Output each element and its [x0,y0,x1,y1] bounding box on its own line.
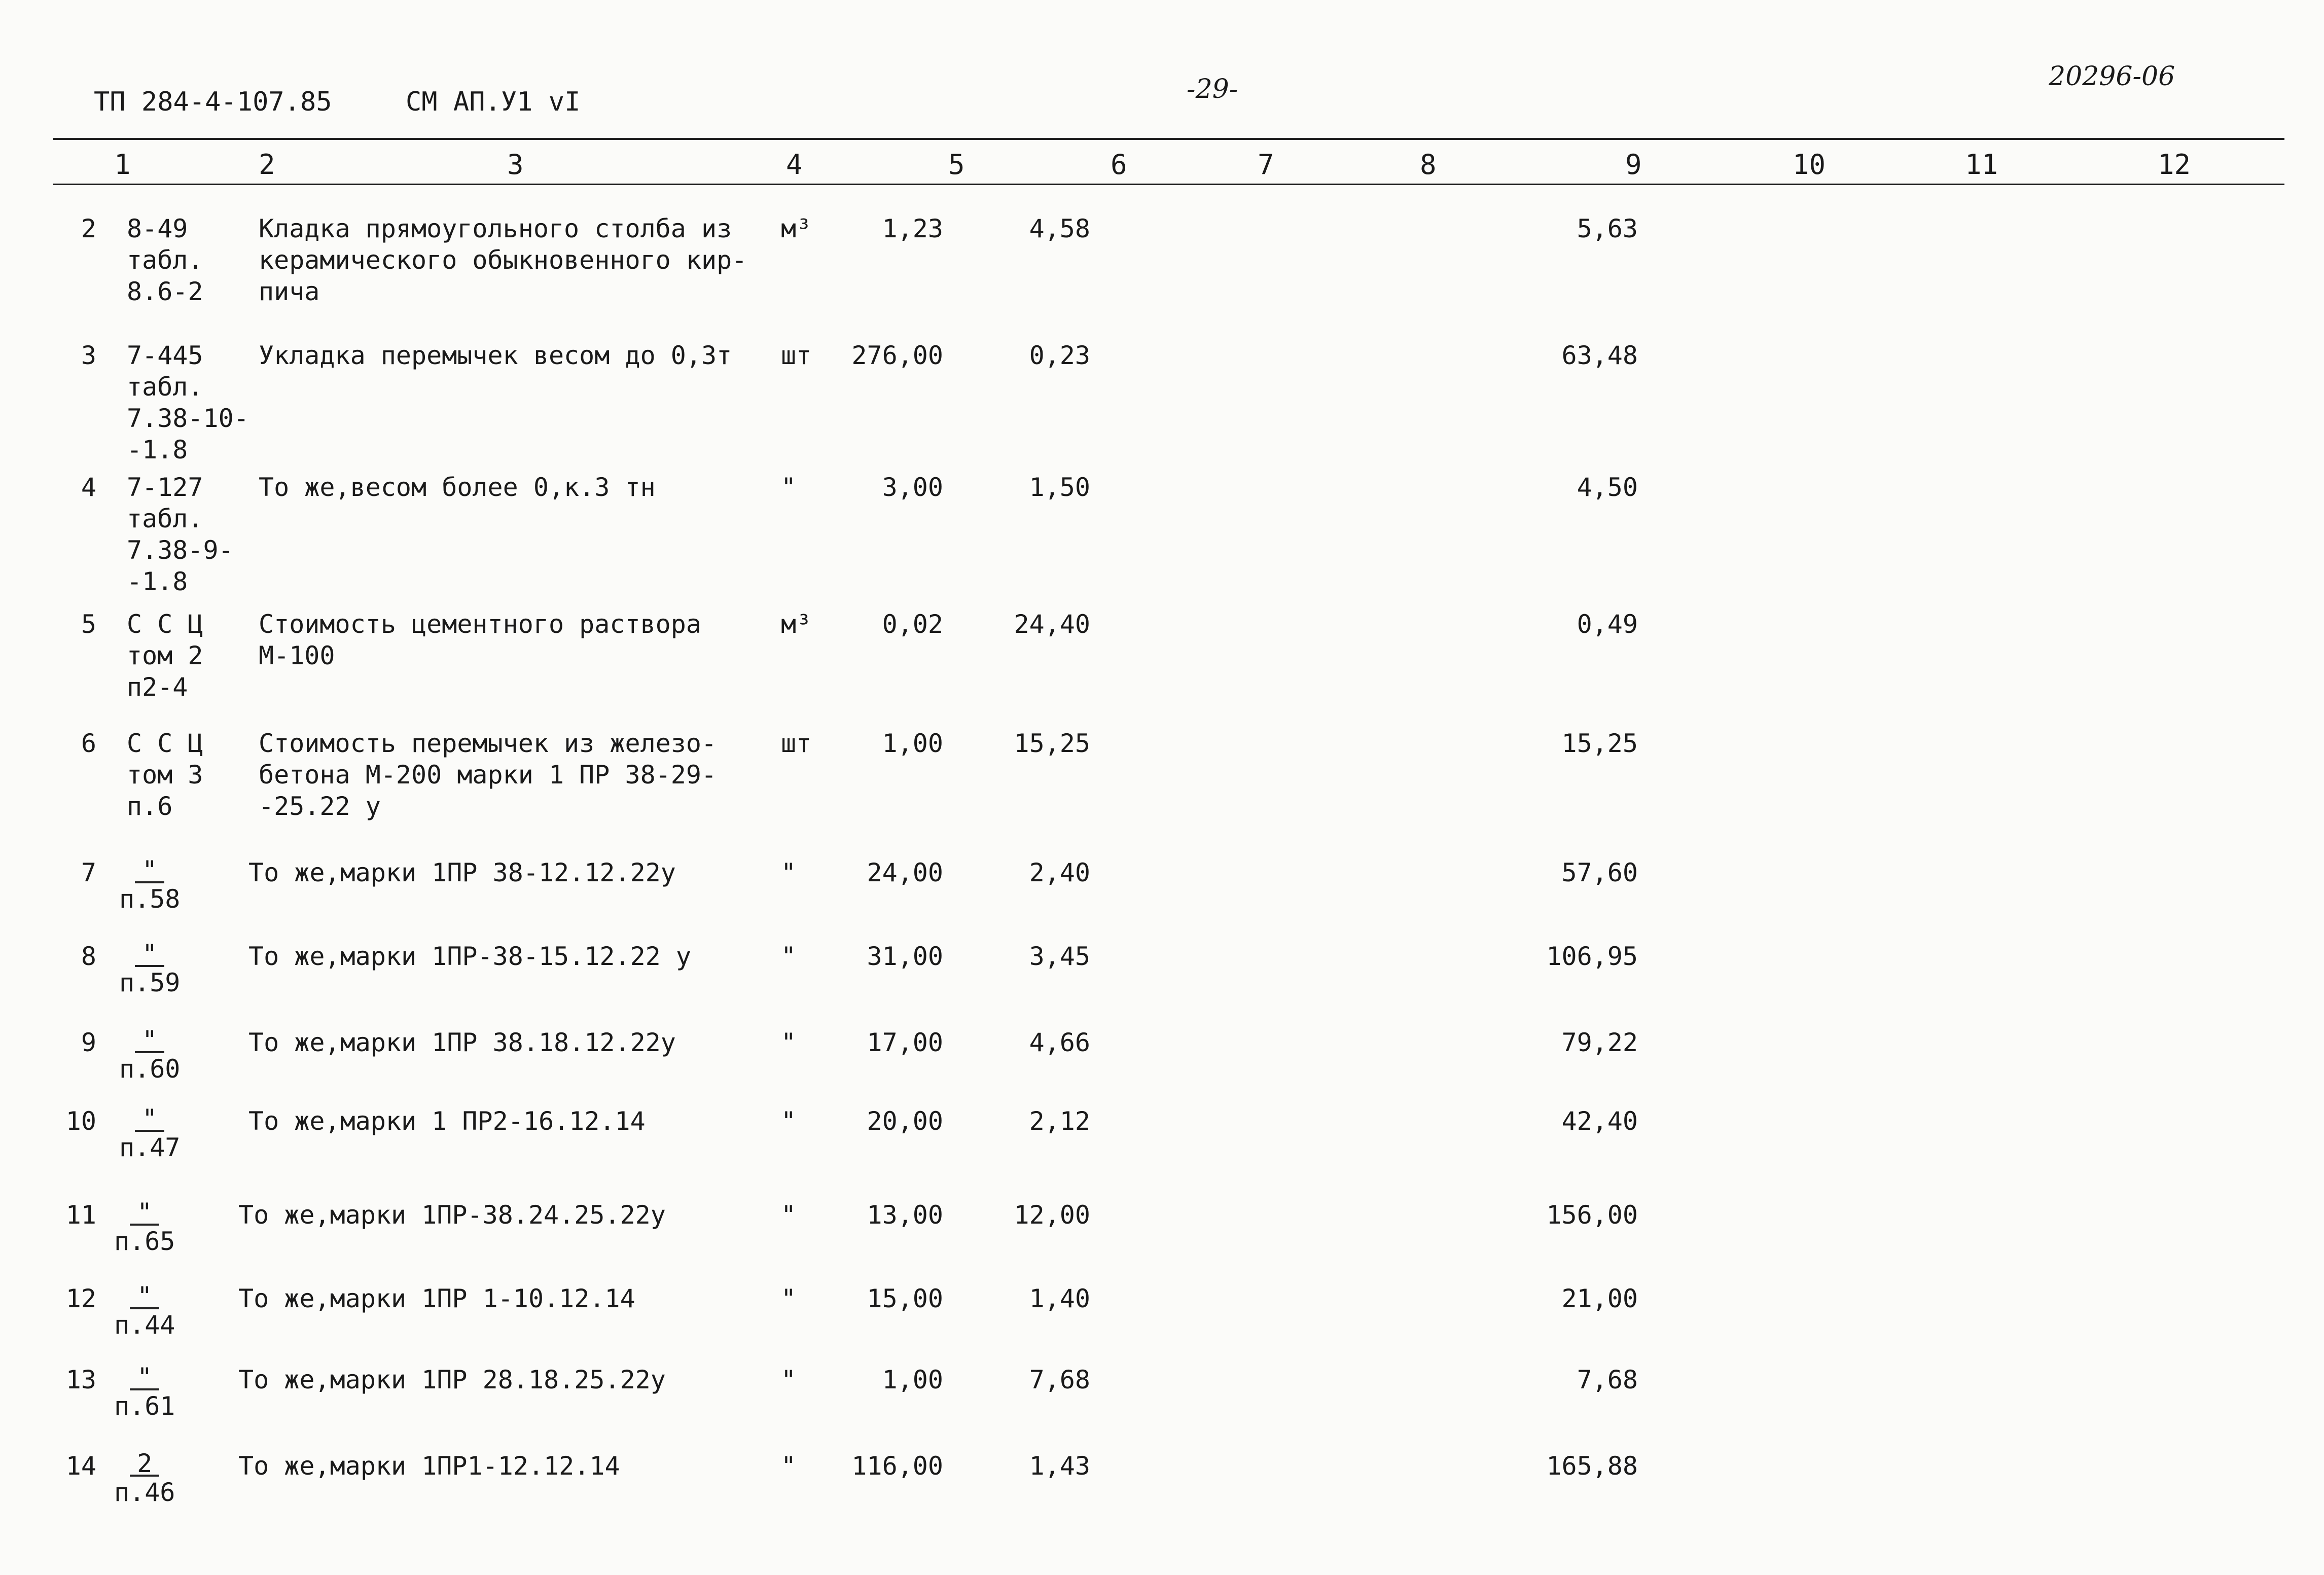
work-description: То же,марки 1ПР-38-15.12.22 у [248,942,691,971]
row-number: 5 [81,610,96,639]
total-cost: 156,00 [1546,1200,1638,1230]
norm-reference-item: п.59 [119,968,181,997]
row-number: 2 [81,214,96,243]
column-number: 8 [1420,149,1437,181]
header-bottom-rule [53,184,2284,185]
total-cost: 63,48 [1561,341,1638,370]
column-number: 11 [1965,149,1998,181]
inventory-number: 20296-06 [2049,61,2175,92]
quantity: 17,00 [867,1028,943,1057]
column-number: 12 [2158,149,2191,181]
norm-reference-ditto: " [130,1288,159,1309]
unit-price: 2,12 [1029,1106,1090,1136]
total-cost: 79,22 [1561,1028,1638,1057]
norm-reference [114,1281,175,1340]
work-description: Стоимость цементного раствора М-100 [259,610,701,670]
unit-price: 1,43 [1029,1451,1090,1481]
row-number: 4 [81,473,96,502]
quantity: 1,00 [882,729,943,758]
column-number: 5 [948,149,965,181]
row-number: 11 [65,1200,96,1230]
norm-reference-item: п.46 [114,1478,175,1507]
work-description: То же,марки 1ПР 38.18.12.22у [248,1028,676,1057]
unit: м³ [781,610,812,639]
total-cost: 15,25 [1561,729,1638,758]
norm-reference-ditto: " [135,1032,164,1053]
unit-price: 1,50 [1029,473,1090,502]
total-cost: 57,60 [1561,858,1638,887]
work-description: То же,марки 1ПР1-12.12.14 [238,1451,620,1481]
total-cost: 5,63 [1577,214,1638,243]
norm-reference [119,855,181,914]
work-description: Стоимость перемычек из железо- бетона М-200 марки 1 ПР 38-29- -25.22 у [259,729,717,821]
quantity: 1,23 [882,214,943,243]
work-description: То же,марки 1 ПР2-16.12.14 [248,1106,646,1136]
row-number: 3 [81,341,96,370]
unit: " [781,1365,797,1394]
norm-reference: 7-127 табл. 7.38-9- -1.8 [127,473,234,596]
total-cost: 21,00 [1561,1284,1638,1313]
unit: " [781,473,797,502]
norm-reference-item: п.60 [119,1054,181,1084]
norm-reference: С С Ц том 2 п2-4 [127,610,203,702]
norm-reference-item: п.65 [114,1227,175,1256]
work-description: То же,весом более 0,к.3 тн [259,473,656,502]
column-number: 1 [114,149,131,181]
column-number: 6 [1111,149,1127,181]
norm-reference [114,1198,175,1256]
quantity: 1,00 [882,1365,943,1394]
unit-price: 4,58 [1029,214,1090,243]
norm-reference-ditto: " [135,862,164,883]
unit: " [781,1284,797,1313]
total-cost: 4,50 [1577,473,1638,502]
work-description: То же,марки 1ПР 1-10.12.14 [238,1284,635,1313]
quantity: 24,00 [867,858,943,887]
quantity: 13,00 [867,1200,943,1230]
norm-reference [119,1025,181,1084]
unit-price: 4,66 [1029,1028,1090,1057]
norm-reference [119,1104,181,1162]
row-number: 9 [81,1028,96,1057]
row-number: 12 [65,1284,96,1313]
norm-reference-item: п.58 [119,884,181,914]
unit: " [781,858,797,887]
row-number: 8 [81,942,96,971]
norm-reference-ditto: " [135,946,164,967]
column-number: 7 [1258,149,1274,181]
unit: м³ [781,214,812,243]
norm-reference: 8-49 табл. 8.6-2 [127,214,203,306]
norm-reference: С С Ц том 3 п.6 [127,729,203,821]
norm-reference [114,1449,175,1507]
quantity: 276,00 [851,341,943,370]
row-number: 10 [65,1106,96,1136]
unit-price: 1,40 [1029,1284,1090,1313]
norm-reference-ditto: 2 [130,1455,159,1477]
unit: " [781,1028,797,1057]
total-cost: 0,49 [1577,610,1638,639]
row-number: 13 [65,1365,96,1394]
norm-reference-ditto: " [135,1111,164,1132]
norm-reference-item: п.61 [114,1391,175,1421]
work-description: Укладка перемычек весом до 0,3т [259,341,732,370]
total-cost: 165,88 [1546,1451,1638,1481]
row-number: 6 [81,729,96,758]
unit: " [781,1106,797,1136]
quantity: 3,00 [882,473,943,502]
norm-reference: 7-445 табл. 7.38-10- -1.8 [127,341,249,464]
column-number: 3 [507,149,524,181]
unit: шт [781,341,812,370]
column-number: 9 [1625,149,1642,181]
unit: " [781,1451,797,1481]
column-number: 2 [259,149,275,181]
unit-price: 3,45 [1029,942,1090,971]
unit: " [781,1200,797,1230]
quantity: 15,00 [867,1284,943,1313]
total-cost: 7,68 [1577,1365,1638,1394]
norm-reference-item: п.47 [119,1133,181,1162]
unit-price: 2,40 [1029,858,1090,887]
quantity: 116,00 [851,1451,943,1481]
total-cost: 42,40 [1561,1106,1638,1136]
norm-reference-ditto: " [130,1204,159,1226]
column-number: 10 [1793,149,1826,181]
unit-price: 0,23 [1029,341,1090,370]
work-description: Кладка прямоугольного столба из керамического обыкновенного кир- пича [259,214,747,306]
norm-reference-item: п.44 [114,1310,175,1340]
header-top-rule [53,138,2284,140]
unit-price: 15,25 [1014,729,1090,758]
work-description: То же,марки 1ПР-38.24.25.22у [238,1200,666,1230]
unit: " [781,942,797,971]
row-number: 7 [81,858,96,887]
quantity: 20,00 [867,1106,943,1136]
quantity: 31,00 [867,942,943,971]
page-number: -29- [1187,74,1238,104]
document-code: ТП 284-4-107.85 [94,87,332,117]
work-description: То же,марки 1ПР 28.18.25.22у [238,1365,666,1394]
unit-price: 7,68 [1029,1365,1090,1394]
unit-price: 24,40 [1014,610,1090,639]
section-code: СМ АП.У1 vI [406,87,581,117]
column-number: 4 [786,149,803,181]
unit-price: 12,00 [1014,1200,1090,1230]
row-number: 14 [65,1451,96,1481]
work-description: То же,марки 1ПР 38-12.12.22у [248,858,676,887]
norm-reference-ditto: " [130,1369,159,1390]
norm-reference [114,1363,175,1421]
quantity: 0,02 [882,610,943,639]
unit: шт [781,729,812,758]
norm-reference [119,939,181,997]
total-cost: 106,95 [1546,942,1638,971]
